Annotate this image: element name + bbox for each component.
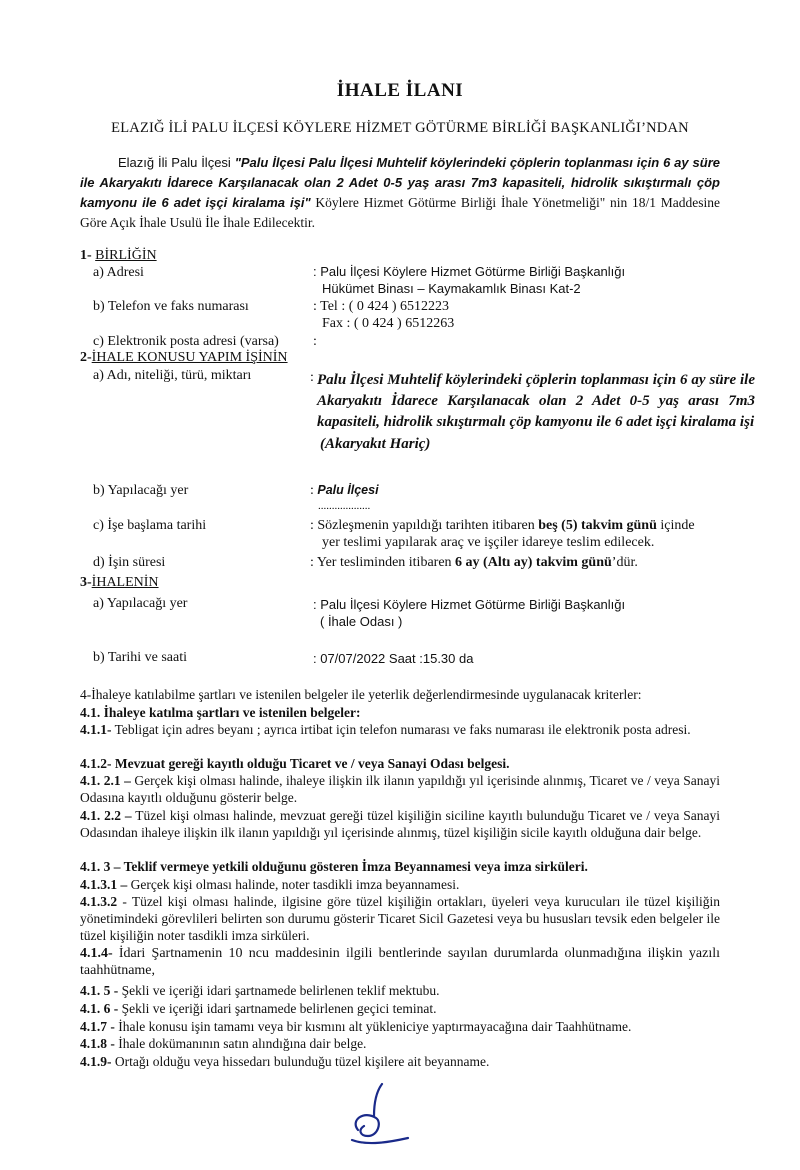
criteria-intro: 4-İhaleye katılabilme şartları ve istenilen belgeler ile yeterlik değerlendirmesinde uygulanacak kriterler: (80, 687, 642, 702)
criteria-4-1-3-1: 4.1.3.1 – Gerçek kişi olması halinde, noter tasdikli imza beyannamesi. (80, 877, 460, 892)
section-2-c-label: c) İşe başlama tarihi (93, 518, 207, 533)
section-3-a-value: : Palu İlçesi Köylere Hizmet Götürme Birliği Başkanlığı (313, 597, 626, 612)
criteria-4-1-5: 4.1. 5 - Şekli ve içeriği idari şartnamede belirlenen teklif mektubu. (80, 983, 440, 998)
criteria-4-1-8: 4.1.8 - İhale dokümanının satın alındığına dair belge. (80, 1036, 367, 1051)
criteria-4-1-6: 4.1. 6 - Şekli ve içeriği idari şartnamede belirlenen geçici teminat. (80, 1001, 437, 1016)
section-3-b-value: : 07/07/2022 Saat :15.30 da (313, 651, 474, 666)
handwritten-signature (330, 1080, 430, 1150)
section-1-b-value-2: Fax : ( 0 424 ) 6512263 (322, 316, 455, 331)
criteria-4-1-7: 4.1.7 - İhale konusu işin tamamı veya bir kısmını alt yükleniciye yaptırmayacağına dair Taahhütname. (80, 1019, 632, 1034)
section-1-a-value-2: Hükümet Binası – Kaymakamlık Binası Kat-2 (322, 281, 581, 296)
criteria-4-1-heading: 4.1. İhaleye katılma şartları ve istenilen belgeler: (80, 705, 361, 720)
section-3-a-label: a) Yapılacağı yer (93, 596, 188, 611)
section-3-a-value-2: ( İhale Odası ) (320, 614, 403, 629)
criteria-4-1-1: 4.1.1- Tebligat için adres beyanı ; ayrıca irtibat için telefon numarası ve faks numarası ile elektronik posta adresi. (80, 722, 691, 737)
section-1-b-label: b) Telefon ve faks numarası (93, 299, 249, 314)
section-2-c-value: : Sözleşmenin yapıldığı tarihten itibaren beş (5) takvim günü içinde (310, 518, 695, 533)
intro-tail: Köylere Hizmet Götürme Birliği İhale Yönetmeliği" nin 18/1 Maddesine Göre Açık İhale Usulü İle İhale Edilecektir. (80, 195, 721, 230)
section-1-heading: 1- BİRLİĞİN (80, 248, 157, 263)
criteria-4-1-9: 4.1.9- Ortağı olduğu veya hissedarı bulunduğu tüzel kişilere ait beyanname. (80, 1054, 490, 1069)
section-3-b-label: b) Tarihi ve saati (93, 650, 188, 665)
criteria-4-1-2-2: 4.1. 2.2 – Tüzel kişi olması halinde, mevzuat gereği tüzel kişiliğin siciline kayıtlı bulunduğu Ticaret ve / veya Sanayi Odasından ihaleye ilişkin ilk ilanın yapıldığı yıl içerisinde alınmış, tüzel kişiliğin sicile kayıtlı olduğuna dair belge. (80, 808, 720, 840)
section-2-c-value-2: yer teslimi yapılarak araç ve işçiler idareye teslim edilecek. (322, 535, 655, 550)
intro-lead: Elazığ İli Palu İlçesi (118, 155, 235, 170)
section-2-d-value: : Yer tesliminden itibaren 6 ay (Altı ay) takvim günü’dür. (310, 555, 638, 570)
criteria-4-1-4: 4.1.4- İdari Şartnamenin 10 ncu maddesinin ilgili bentlerinde sayılan durumlarda olunmadığına ilişkin yazılı taahhütname, (80, 946, 720, 978)
section-1-b-value: : Tel : ( 0 424 ) 6512223 (313, 299, 450, 314)
section-2-a-note: (Akaryakıt Hariç) (320, 436, 431, 452)
section-1-c-value: : (313, 334, 317, 349)
section-2-a-colon: : (310, 370, 314, 385)
section-2-heading: 2-İHALE KONUSU YAPIM İŞİNİN (80, 350, 288, 365)
section-2-a-value: Palu İlçesi Muhtelif köylerindeki çöplerin toplanması için 6 ay süre ile Akaryakıtı İdarece Karşılanacak olan 2 Adet 0-5 yaş arası 7m3 kapasiteli, hidrolik sıkıştırmalı çöp kamyonu ile 6 adet işçi kiralama işi (317, 372, 755, 430)
section-2-b-value: : Palu İlçesi (310, 483, 379, 498)
criteria-4-1-2-1: 4.1. 2.1 – Gerçek kişi olması halinde, ihaleye ilişkin ilk ilanın yapıldığı yıl içerisinde alınmış, Ticaret ve / veya Sanayi Odasına kayıtlı olduğunu gösterir belge. (80, 773, 720, 805)
signature-stroke (352, 1084, 408, 1143)
section-2-b-dots: ................... (318, 500, 371, 512)
section-2-b-label: b) Yapılacağı yer (93, 483, 189, 498)
section-2-d-label: d) İşin süresi (93, 555, 166, 570)
criteria-4-1-3-2: 4.1.3.2 - Tüzel kişi olması halinde, ilgisine göre tüzel kişiliğin ortakları, üyeleri veya kurucuları ile tüzel kişiliğin yönetimindeki görevlileri belirten son durumu gösterir Ticaret Sicil Gazetesi veya bu hususları tevsik eden belgeler ile tüzel kişiliğin noter tasdikli imza sirküleri. (80, 894, 720, 943)
section-1-a-value: : Palu İlçesi Köylere Hizmet Götürme Birliği Başkanlığı (313, 264, 626, 279)
intro-subject: "Palu İlçesi Palu İlçesi Muhtelif köylerindeki çöplerin toplanması için 6 ay süre ile Akaryakıtı İdarece Karşılanacak olan 2 Adet 0-5 yaş arası 7m3 kapasiteli, hidrolik sıkıştırmalı çöp kamyonu ile 6 adet işçi kiralama işi" (80, 155, 720, 210)
criteria-4-1-2: 4.1.2- Mevzuat gereği kayıtlı olduğu Ticaret ve / veya Sanayi Odası belgesi. (80, 756, 510, 771)
criteria-4-1-3: 4.1. 3 – Teklif vermeye yetkili olduğunu gösteren İmza Beyannamesi veya imza sirküleri. (80, 859, 588, 874)
intro-paragraph (80, 153, 720, 233)
section-2-a-label: a) Adı, niteliği, türü, miktarı (93, 368, 252, 383)
section-1-a-label: a) Adresi (93, 265, 144, 280)
page-subtitle: ELAZIĞ İLİ PALU İLÇESİ KÖYLERE HİZMET GÖTÜRME BİRLİĞİ BAŞKANLIĞI’NDAN (111, 120, 689, 136)
page-title: İHALE İLANI (336, 80, 464, 101)
section-3-heading: 3-İHALENİN (80, 575, 159, 590)
section-1-c-label: c) Elektronik posta adresi (varsa) (93, 334, 279, 349)
